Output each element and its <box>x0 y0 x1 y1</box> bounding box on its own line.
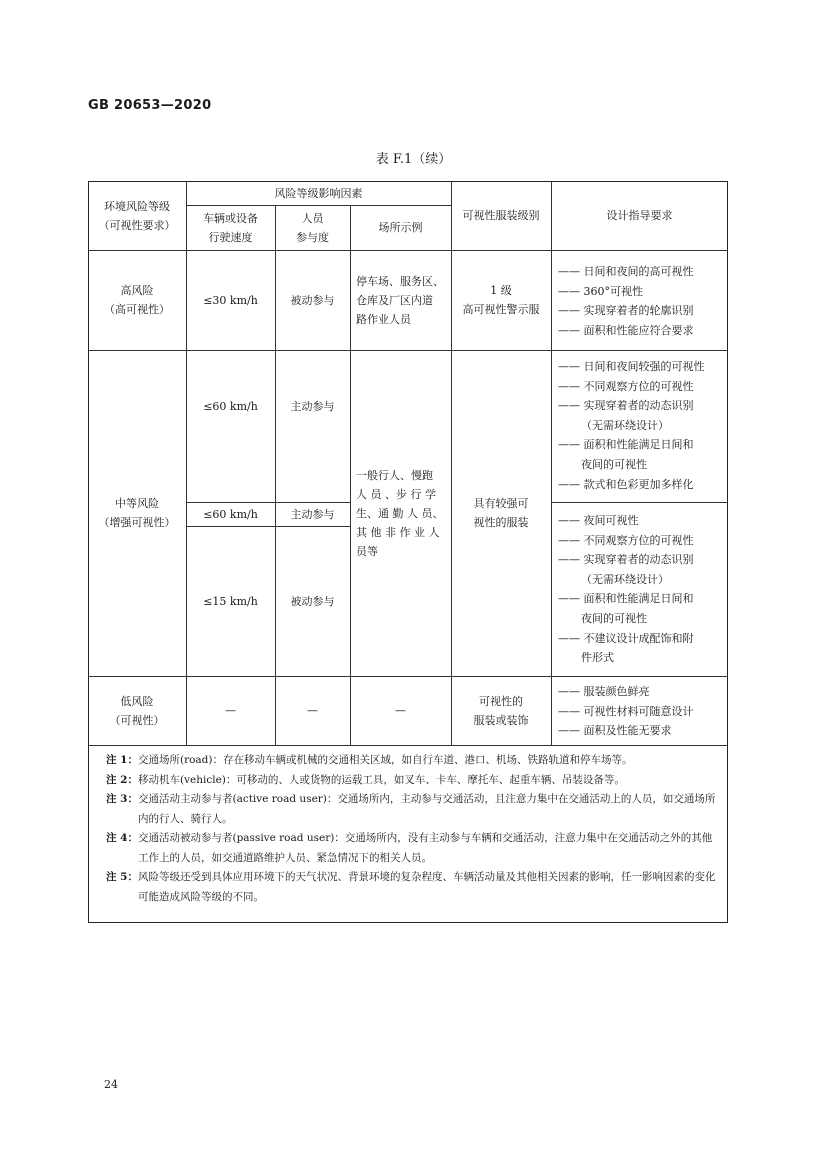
medium-participation-3: 被动参与 <box>290 594 335 608</box>
grid-line <box>350 205 351 745</box>
high-participation: 被动参与 <box>290 293 335 307</box>
note-3: 注 3： 交通活动主动参与者(active road user)：交通场所内，主动参与交通活动，且注意力集中在交通活动上的人员，如交通场所内的行人、骑行人。 <box>106 793 716 825</box>
standard-code: GB 20653—2020 <box>88 98 212 113</box>
note-1: 注 1： 交通场所(road)：存在移动车辆或机械的交通相关区域，如自行车道、港口、机场、铁路轨道和停车场等。 <box>106 754 633 766</box>
grid-line <box>88 745 728 746</box>
low-risk-label: 低风险 （可视性） <box>109 694 165 727</box>
header-participation: 人员 参与度 <box>296 211 329 244</box>
header-env-risk: 环境风险等级 （可视性要求） <box>98 199 176 232</box>
high-garment: 1 级 高可视性警示服 <box>462 284 540 316</box>
medium-participation-1: 主动参与 <box>290 399 335 413</box>
header-speed: 车辆或设备 行驶速度 <box>203 211 258 244</box>
table-caption: 表 F.1（续） <box>375 152 452 167</box>
low-garment: 可视性的 服装或装饰 <box>473 694 529 727</box>
grid-line <box>551 502 728 503</box>
medium-risk-label: 中等风险 （增强可视性） <box>98 497 176 529</box>
note-4: 注 4： 交通活动被动参与者(passive road user)：交通场所内，没有主动参与车辆和交通活动，注意力集中在交通活动之外的其他工作上的人员，如交通道路维护人员、紧急情况下的相关人员。 <box>106 832 713 864</box>
low-venue: — <box>395 704 406 717</box>
table-notes <box>106 751 718 907</box>
medium-requirements-a: —— 日间和夜间较强的可视性 —— 不同观察方位的可视性 —— 实现穿着者的动态识别 （无需环绕设计） —— 面积和性能满足日间和 夜间的可视性 —— 款式和色彩更加多样化 <box>558 360 705 491</box>
medium-garment: 具有较强可 视性的服装 <box>473 497 529 529</box>
low-speed: — <box>225 704 236 717</box>
medium-venue: 一般行人、慢跑 人 员 、步 行 学 生、通 勤 人 员、 其 他 非 作 业 人 员等 <box>356 468 444 558</box>
high-requirements: —— 日间和夜间的高可视性 —— 360°可视性 —— 实现穿着者的轮廓识别 —— 面积和性能应符合要求 <box>558 265 694 337</box>
low-requirements: —— 服装颜色鲜亮 —— 可视性材料可随意设计 —— 面积及性能无要求 <box>558 685 694 738</box>
medium-speed-2: ≤60 km/h <box>203 507 258 521</box>
medium-speed-3: ≤15 km/h <box>203 594 258 608</box>
header-garment-level: 可视性服装级别 <box>462 209 540 222</box>
header-design: 设计指导要求 <box>606 209 673 222</box>
header-venue: 场所示例 <box>378 221 423 234</box>
high-risk-label: 高风险 （高可视性） <box>104 284 170 316</box>
note-5: 注 5： 风险等级还受到具体应用环境下的天气状况、背景环境的复杂程度、车辆活动量及其他相关因素的影响，任一影响因素的变化可能造成风险等级的不同。 <box>106 871 716 903</box>
medium-requirements-b: —— 夜间可视性 —— 不同观察方位的可视性 —— 实现穿着者的动态识别 （无需环绕设计） —— 面积和性能满足日间和 夜间的可视性 —— 不建议设计成配饰和附 件形式 <box>558 514 694 665</box>
high-venue: 停车场、服务区、 仓库及厂区内道 路作业人员 <box>356 274 444 326</box>
high-speed: ≤30 km/h <box>203 293 258 307</box>
medium-speed-1: ≤60 km/h <box>203 399 258 413</box>
header-factors: 风险等级影响因素 <box>274 186 363 200</box>
note-2: 注 2： 移动机车(vehicle)：可移动的、人或货物的运载工具，如叉车、卡车、摩托车、起重车辆、吊装设备等。 <box>106 773 625 786</box>
low-participation: — <box>307 704 318 717</box>
grid-line <box>551 181 552 745</box>
page-number: 24 <box>104 1078 118 1091</box>
medium-participation-2: 主动参与 <box>290 507 335 521</box>
